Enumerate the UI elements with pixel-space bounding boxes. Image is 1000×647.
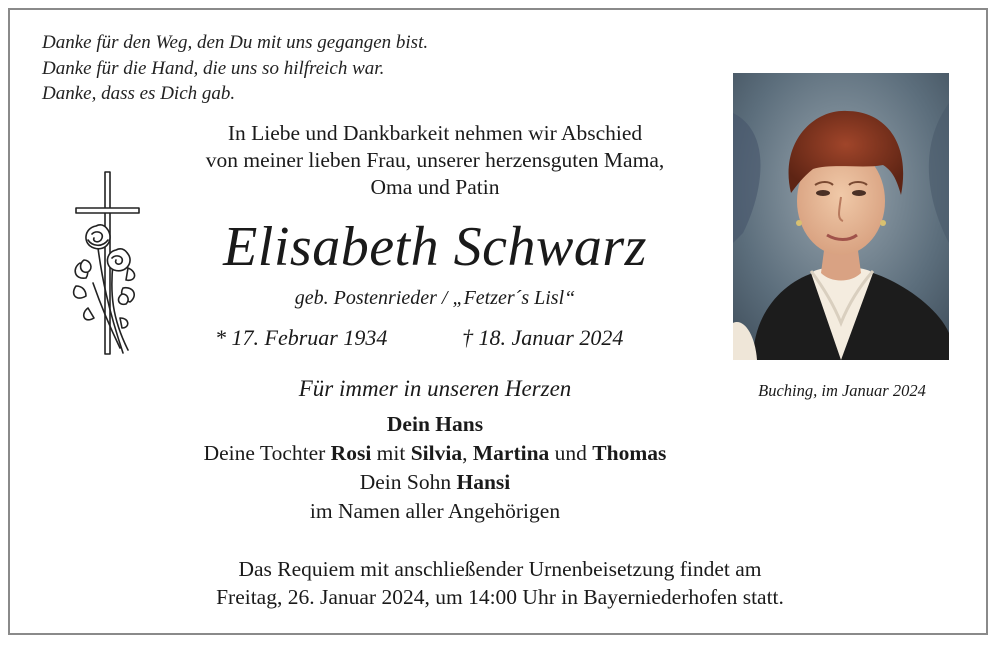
motto — [42, 30, 428, 107]
intro-text — [155, 120, 715, 201]
forever-line: Für immer in unseren Herzen — [298, 376, 572, 401]
mourner-daughter: Rosi — [330, 441, 372, 465]
mourner-text: Deine Tochter — [203, 441, 331, 465]
portrait-photo — [733, 73, 949, 360]
motto-line-2: Danke für die Hand, die uns so hilfreich war. — [42, 57, 385, 79]
cross-with-roses-icon — [68, 168, 144, 363]
mourner-text: Dein Sohn — [359, 470, 457, 494]
birth-name: geb. Postenrieder / „Fetzer´s Lisl“ — [294, 287, 576, 309]
death-date: † 18. Januar 2024 — [462, 325, 624, 350]
place-date: Buching, im Januar 2024 — [758, 381, 926, 400]
requiem-line-1: Das Requiem mit anschließender Urnenbeisetzung findet am — [238, 557, 762, 581]
mourner-text: mit — [371, 441, 411, 465]
requiem-line-2: Freitag, 26. Januar 2024, um 14:00 Uhr in Bayerniederhofen statt. — [216, 585, 784, 609]
mourner-line-2 — [150, 439, 720, 468]
intro-line-2: von meiner lieben Frau, unserer herzensguten Mama, — [205, 148, 665, 172]
mourner-line-1 — [150, 410, 720, 439]
intro-line-3: Oma und Patin — [370, 175, 500, 199]
mourner-text: , — [462, 441, 473, 465]
mourner-son: Hansi — [456, 470, 511, 494]
motto-line-1: Danke für den Weg, den Du mit uns gegangen bist. — [42, 32, 429, 53]
mourner-line-4: im Namen aller Angehörigen — [309, 499, 561, 523]
mourner-husband: Dein Hans — [386, 412, 484, 436]
motto-line-3: Danke, dass es Dich gab. — [42, 83, 236, 104]
mourner-grandchild-2: Martina — [472, 441, 550, 465]
birth-date: * 17. Februar 1934 — [215, 325, 388, 350]
deceased-name: Elisabeth Schwarz — [223, 216, 647, 278]
mourner-text: und — [549, 441, 593, 465]
requiem-text — [100, 555, 900, 611]
mourner-line-3 — [150, 468, 720, 497]
mourner-grandchild-3: Thomas — [592, 441, 667, 465]
mourner-grandchild-1: Silvia — [410, 441, 463, 465]
intro-line-1: In Liebe und Dankbarkeit nehmen wir Abschied — [227, 121, 643, 145]
mourners — [150, 410, 720, 526]
